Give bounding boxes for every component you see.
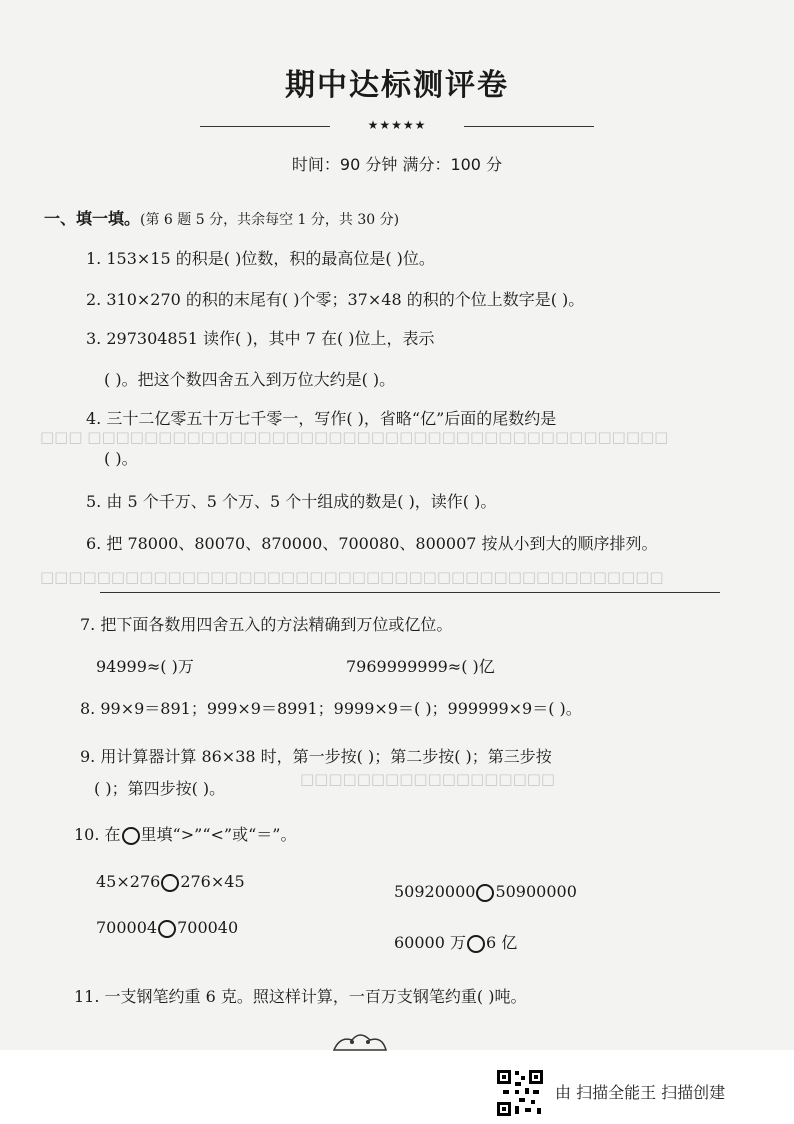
bleed-through-text: □□□□□□□□□□□□□□□□□□	[300, 770, 556, 788]
question-6: 6. 把 78000、80070、870000、700080、800007 按从小到大的顺序排列。	[86, 534, 658, 553]
question-7b: 7969999999≈( )亿	[346, 657, 495, 676]
compare-right: 700040	[177, 918, 239, 937]
compare-circle[interactable]	[158, 920, 176, 938]
question-10-prefix: 10. 在	[74, 825, 121, 844]
question-7: 7. 把下面各数用四舍五入的方法精确到万位或亿位。	[80, 615, 453, 634]
question-7a: 94999≈( )万	[96, 657, 194, 676]
mascot-icon	[330, 1028, 390, 1052]
star-rating: ★★★★★	[367, 118, 427, 132]
compare-right: 50900000	[495, 882, 577, 901]
compare-item	[96, 872, 245, 892]
bleed-through-text: □□□□□□□□□□□□□□□□□□□□□□□□□□□□□□□□□□□□□□□□□□□□	[40, 568, 664, 586]
section-note: (第 6 题 5 分，共余每空 1 分，共 30 分)	[140, 212, 400, 228]
compare-item	[394, 930, 517, 953]
compare-left: 50920000	[394, 882, 476, 901]
question-4: 4. 三十二亿零五十万七千零一，写作( )，省略“亿”后面的尾数约是	[86, 409, 557, 428]
question-5: 5. 由 5 个千万、5 个万、5 个十组成的数是( )，读作( )。	[86, 492, 497, 511]
question-10-instruction: 里填“>”“<”或“＝”。	[140, 825, 297, 844]
answer-line	[100, 592, 720, 593]
question-2: 2. 310×270 的积的末尾有( )个零；37×48 的积的个位上数字是( )。	[86, 290, 585, 309]
compare-right: 276×45	[180, 872, 245, 891]
scanner-brand: 由 扫描全能王 扫描创建	[555, 1083, 726, 1102]
question-11: 11. 一支钢笔约重 6 克。照这样计算，一百万支钢笔约重( )吨。	[74, 987, 527, 1006]
question-1: 1. 153×15 的积是( )位数，积的最高位是( )位。	[86, 249, 435, 268]
title-ornament	[200, 118, 594, 134]
question-3-cont: ( )。把这个数四舍五入到万位大约是( )。	[104, 370, 396, 389]
compare-item	[394, 882, 577, 902]
compare-left: 700004	[96, 918, 158, 937]
question-3: 3. 297304851 读作( )，其中 7 在( )位上，表示	[86, 329, 435, 348]
page-title: 期中达标测评卷	[285, 68, 509, 103]
compare-right: 6 亿	[486, 933, 518, 952]
question-8: 8. 99×9＝891；999×9＝8991；9999×9＝( )；999999×9＝( )。	[80, 699, 582, 718]
question-4-cont: ( )。	[104, 449, 138, 468]
section-heading	[44, 206, 399, 229]
exam-meta: 时间：90 分钟 满分：100 分	[291, 155, 503, 174]
compare-circle[interactable]	[467, 935, 485, 953]
section-title: 一、填一填。	[44, 209, 141, 228]
compare-left: 60000 万	[394, 933, 466, 952]
question-9: 9. 用计算器计算 86×38 时，第一步按( )；第二步按( )；第三步按	[80, 747, 552, 766]
compare-left: 45×276	[96, 872, 161, 891]
compare-circle[interactable]	[161, 874, 179, 892]
circle-icon	[122, 827, 140, 845]
bleed-through-text: □□□ □□□□□□□□□□□□□□□□□□□□□□□□□□□□□□□□□□□□□□□□□	[40, 428, 669, 446]
compare-circle[interactable]	[476, 884, 494, 902]
scanner-footer	[495, 1068, 785, 1118]
question-9-cont: ( )；第四步按( )。	[94, 779, 226, 798]
question-10	[74, 822, 296, 845]
qr-code-icon[interactable]	[495, 1068, 545, 1118]
compare-item	[96, 918, 238, 938]
